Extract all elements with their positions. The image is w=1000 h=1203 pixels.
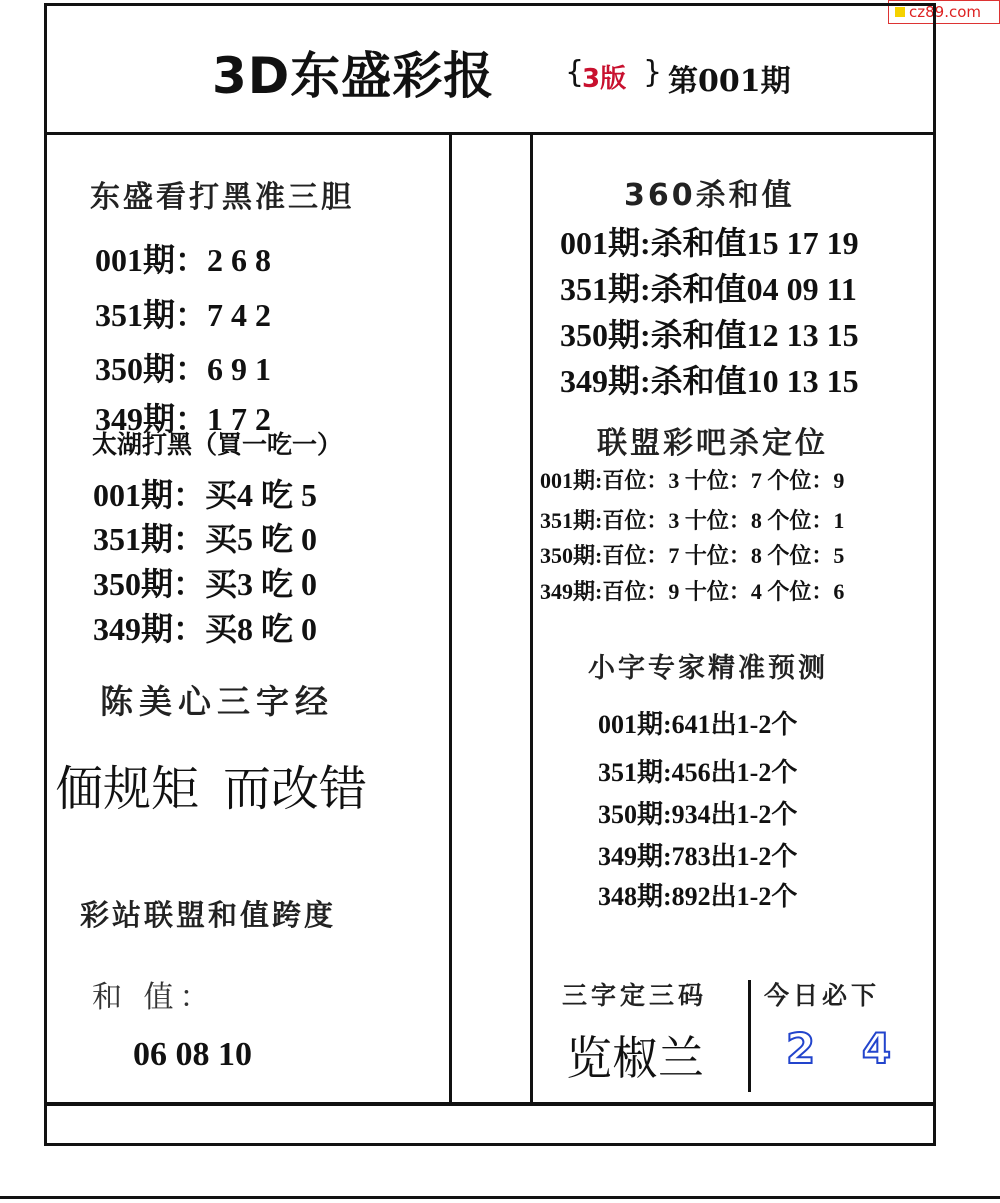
bottom-box-divider [748,980,751,1092]
column-divider-left [449,135,452,1102]
sandan-row: 351期：7 4 2 [95,297,272,333]
taihu-row: 350期：买3 吃 0 [93,566,318,602]
xiaozi-row: 350期:934出1-2个 [598,800,798,829]
hezhi-label: 和 值： [92,980,216,1015]
section-title-sanma: 三字定三码 [562,981,708,1010]
edition-brace-open: { [565,55,585,90]
section-title-xiaozi: 小字专家精准预测 [588,653,828,684]
hezhi-values: 06 08 10 [133,1036,252,1073]
dingwei-row: 001期:百位：3 十位：7 个位：9 [540,468,845,493]
header-divider [44,132,936,135]
section-title-sha-hezhi: 360杀和值 [624,178,795,213]
dingwei-row: 349期:百位：9 十位：4 个位：6 [540,579,845,604]
section-title-sandan: 东盛看打黑准三胆 [90,180,354,215]
dingwei-row: 350期:百位：7 十位：8 个位：5 [540,543,845,568]
sandan-row: 349期：1 7 2 [95,401,272,437]
sha-hezhi-row: 001期:杀和值15 17 19 [560,225,859,261]
edition-brace-close: } [643,55,663,90]
xiaozi-row: 001期:641出1-2个 [598,710,798,739]
sandan-row: 350期：6 9 1 [95,351,272,387]
taihu-row: 349期：买8 吃 0 [93,611,318,647]
xiaozi-row: 351期:456出1-2个 [598,758,798,787]
section-title-dingwei: 联盟彩吧杀定位 [597,426,828,461]
section-title-sanzijing: 陈美心三字经 [100,682,334,721]
column-divider-right [530,135,533,1102]
page-title: 3D东盛彩报 [212,47,495,105]
xiaozi-row: 349期:783出1-2个 [598,842,798,871]
sanzijing-text: 偭规矩 而改错 [55,763,368,816]
taihu-row: 351期：买5 吃 0 [93,521,318,557]
footer-divider [44,1102,936,1106]
section-title-taihu: 太湖打黑（買一吃一） [92,430,343,459]
sha-hezhi-row: 351期:杀和值04 09 11 [560,271,857,307]
sha-hezhi-row: 350期:杀和值12 13 15 [560,317,859,353]
watermark-text: cz89.com [909,3,982,21]
page-bottom-line [0,1196,1000,1199]
xiaozi-row: 348期:892出1-2个 [598,882,798,911]
section-title-bixia: 今日必下 [764,981,881,1010]
section-title-hezhi: 彩站联盟和值跨度 [80,898,337,932]
edition-label: 3版 [582,64,627,94]
sanma-text: 览椒兰 [566,1033,704,1084]
taihu-row: 001期：买4 吃 5 [93,477,318,513]
bixia-digits: 2 4 [786,1024,908,1073]
sha-hezhi-row: 349期:杀和值10 13 15 [560,363,859,399]
issue-number: 第001期 [668,64,791,99]
dingwei-row: 351期:百位：3 十位：8 个位：1 [540,508,845,533]
sandan-row: 001期：2 6 8 [95,242,272,278]
